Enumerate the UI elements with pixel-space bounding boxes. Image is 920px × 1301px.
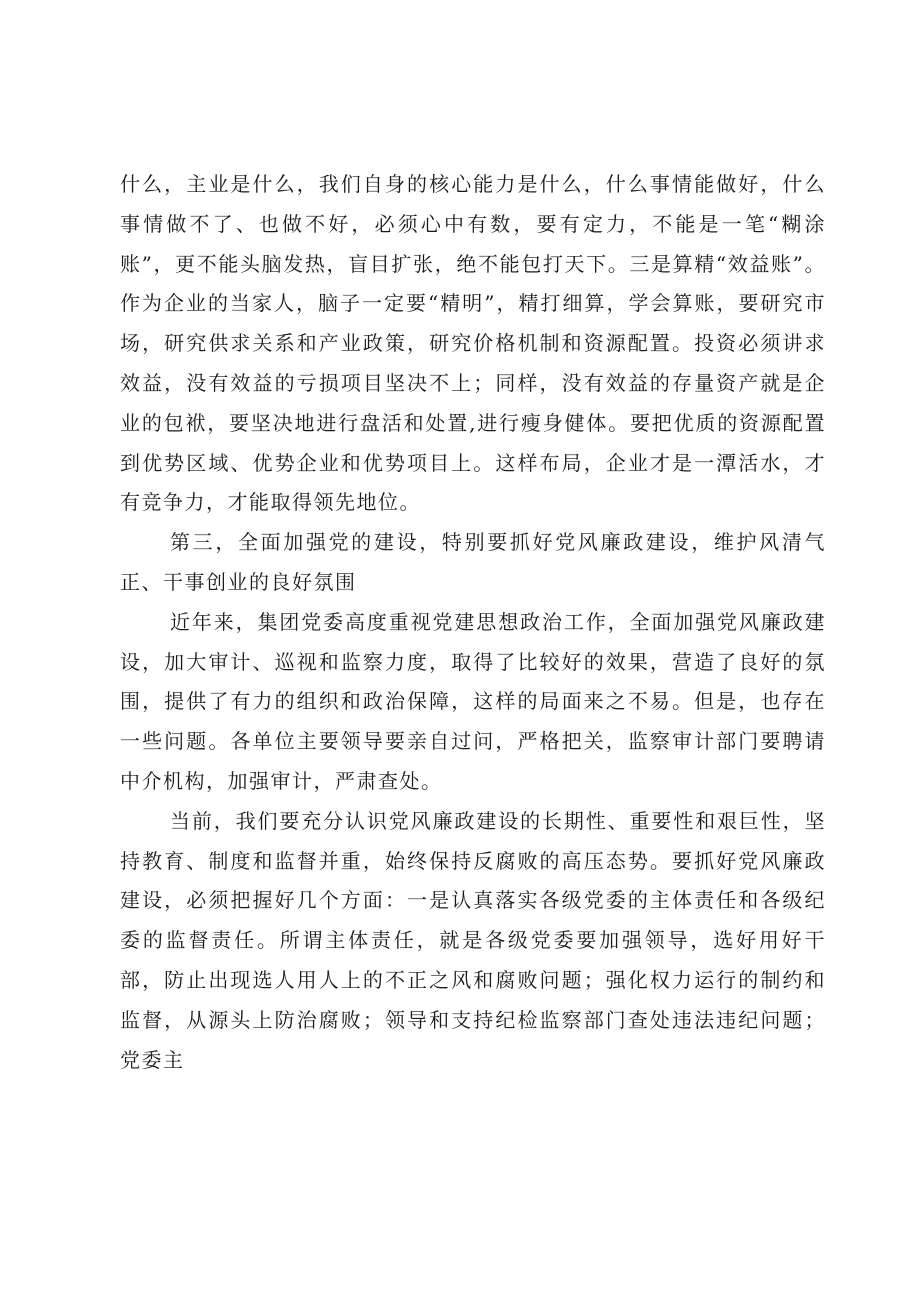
- document-body: [120, 165, 826, 1080]
- paragraph-anti-corruption: 当前，我们要充分认识党风廉政建设的长期性、重要性和艰巨性，坚持教育、制度和监督并重，始终保持反腐败的高压态势。要抓好党风廉政建设，必须把握好几个方面：一是认真落实各级党委的主体责任和各级纪委的监督责任。所谓主体责任，就是各级党委要加强领导，选好用好干部，防止出现选人用人上的不正之风和腐败问题；强化权力运行的制约和监督，从源头上防治腐败；领导和支持纪检监察部门查处违法违纪问题；党委主: [120, 808, 826, 1072]
- paragraph-section-three-heading: 第三，全面加强党的建设，特别要抓好党风廉政建设，维护风清气正、干事创业的良好氛围: [120, 530, 826, 594]
- paragraph-profit-accounting: 什么，主业是什么，我们自身的核心能力是什么，什么事情能做好，什么事情做不了、也做不好，必须心中有数，要有定力，不能是一笔“糊涂账”，更不能头脑发热，盲目扩张，绝不能包打天下。三是算精“效益账”。作为企业的当家人，脑子一定要“精明”，精打细算，学会算账，要研究市场，研究供求关系和产业政策，研究价格机制和资源配置。投资必须讲求效益，没有效益的亏损项目坚决不上；同样，没有效益的存量资产就是企业的包袱，要坚决地进行盘活和处置,进行瘦身健体。要把优质的资源配置到优势区域、优势企业和优势项目上。这样布局，企业才是一潭活水，才有竞争力，才能取得领先地位。: [120, 172, 826, 515]
- paragraph-party-building: 近年来，集团党委高度重视党建思想政治工作，全面加强党风廉政建设，加大审计、巡视和监察力度，取得了比较好的效果，营造了良好的氛围，提供了有力的组织和政治保障，这样的局面来之不易。但是，也存在一些问题。各单位主要领导要亲自过问，严格把关，监察审计部门要聘请中介机构，加强审计，严肃查处。: [120, 609, 826, 793]
